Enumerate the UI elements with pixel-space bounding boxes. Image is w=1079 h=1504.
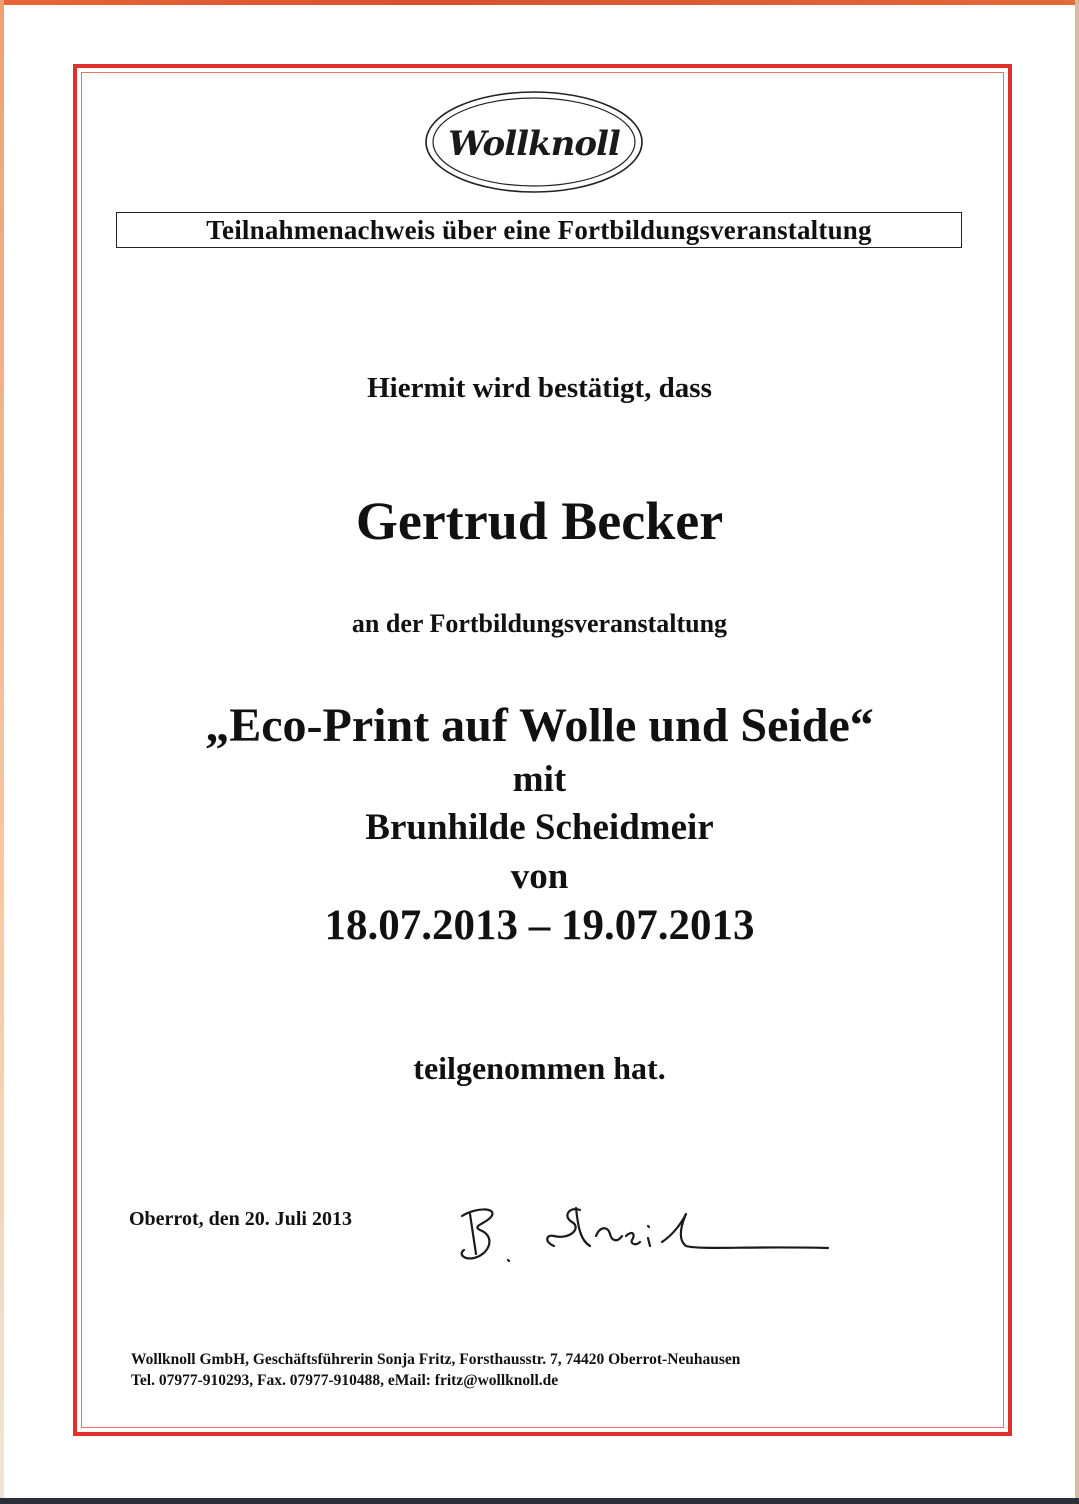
with-label: mit xyxy=(512,759,567,800)
event-title: „Eco-Print auf Wolle und Seide“ xyxy=(205,699,874,752)
date-range: 18.07.2013 – 19.07.2013 xyxy=(324,902,755,949)
footer-address-line: Wollknoll GmbH, Geschäftsführerin Sonja Fritz, Forsthausstr. 7, 74420 Oberrot-Neuhausen xyxy=(131,1351,741,1368)
confirmation-text: Hiermit wird bestätigt, dass xyxy=(367,372,712,404)
footer-contact-line: Tel. 07977-910293, Fax. 07977-910488, eMail: fritz@wollknoll.de xyxy=(131,1372,559,1389)
svg-text:Wollknoll: Wollknoll xyxy=(448,124,620,164)
handwritten-signature xyxy=(450,1196,840,1276)
instructor-name: Brunhilde Scheidmeir xyxy=(365,807,714,848)
participated-text: teilgenommen hat. xyxy=(413,1050,666,1086)
photo-top-edge xyxy=(0,0,1079,5)
event-intro-text: an der Fortbildungsveranstaltung xyxy=(351,609,728,638)
place-and-date: Oberrot, den 20. Juli 2013 xyxy=(129,1208,352,1230)
certificate-heading: Teilnahmenachweis über eine Fortbildungsveranstaltung xyxy=(116,212,962,248)
from-label: von xyxy=(510,856,569,897)
company-footer xyxy=(131,1349,740,1391)
participant-name: Gertrud Becker xyxy=(355,491,724,551)
wollknoll-logo xyxy=(422,87,646,197)
photo-bottom-edge xyxy=(0,1498,1079,1504)
